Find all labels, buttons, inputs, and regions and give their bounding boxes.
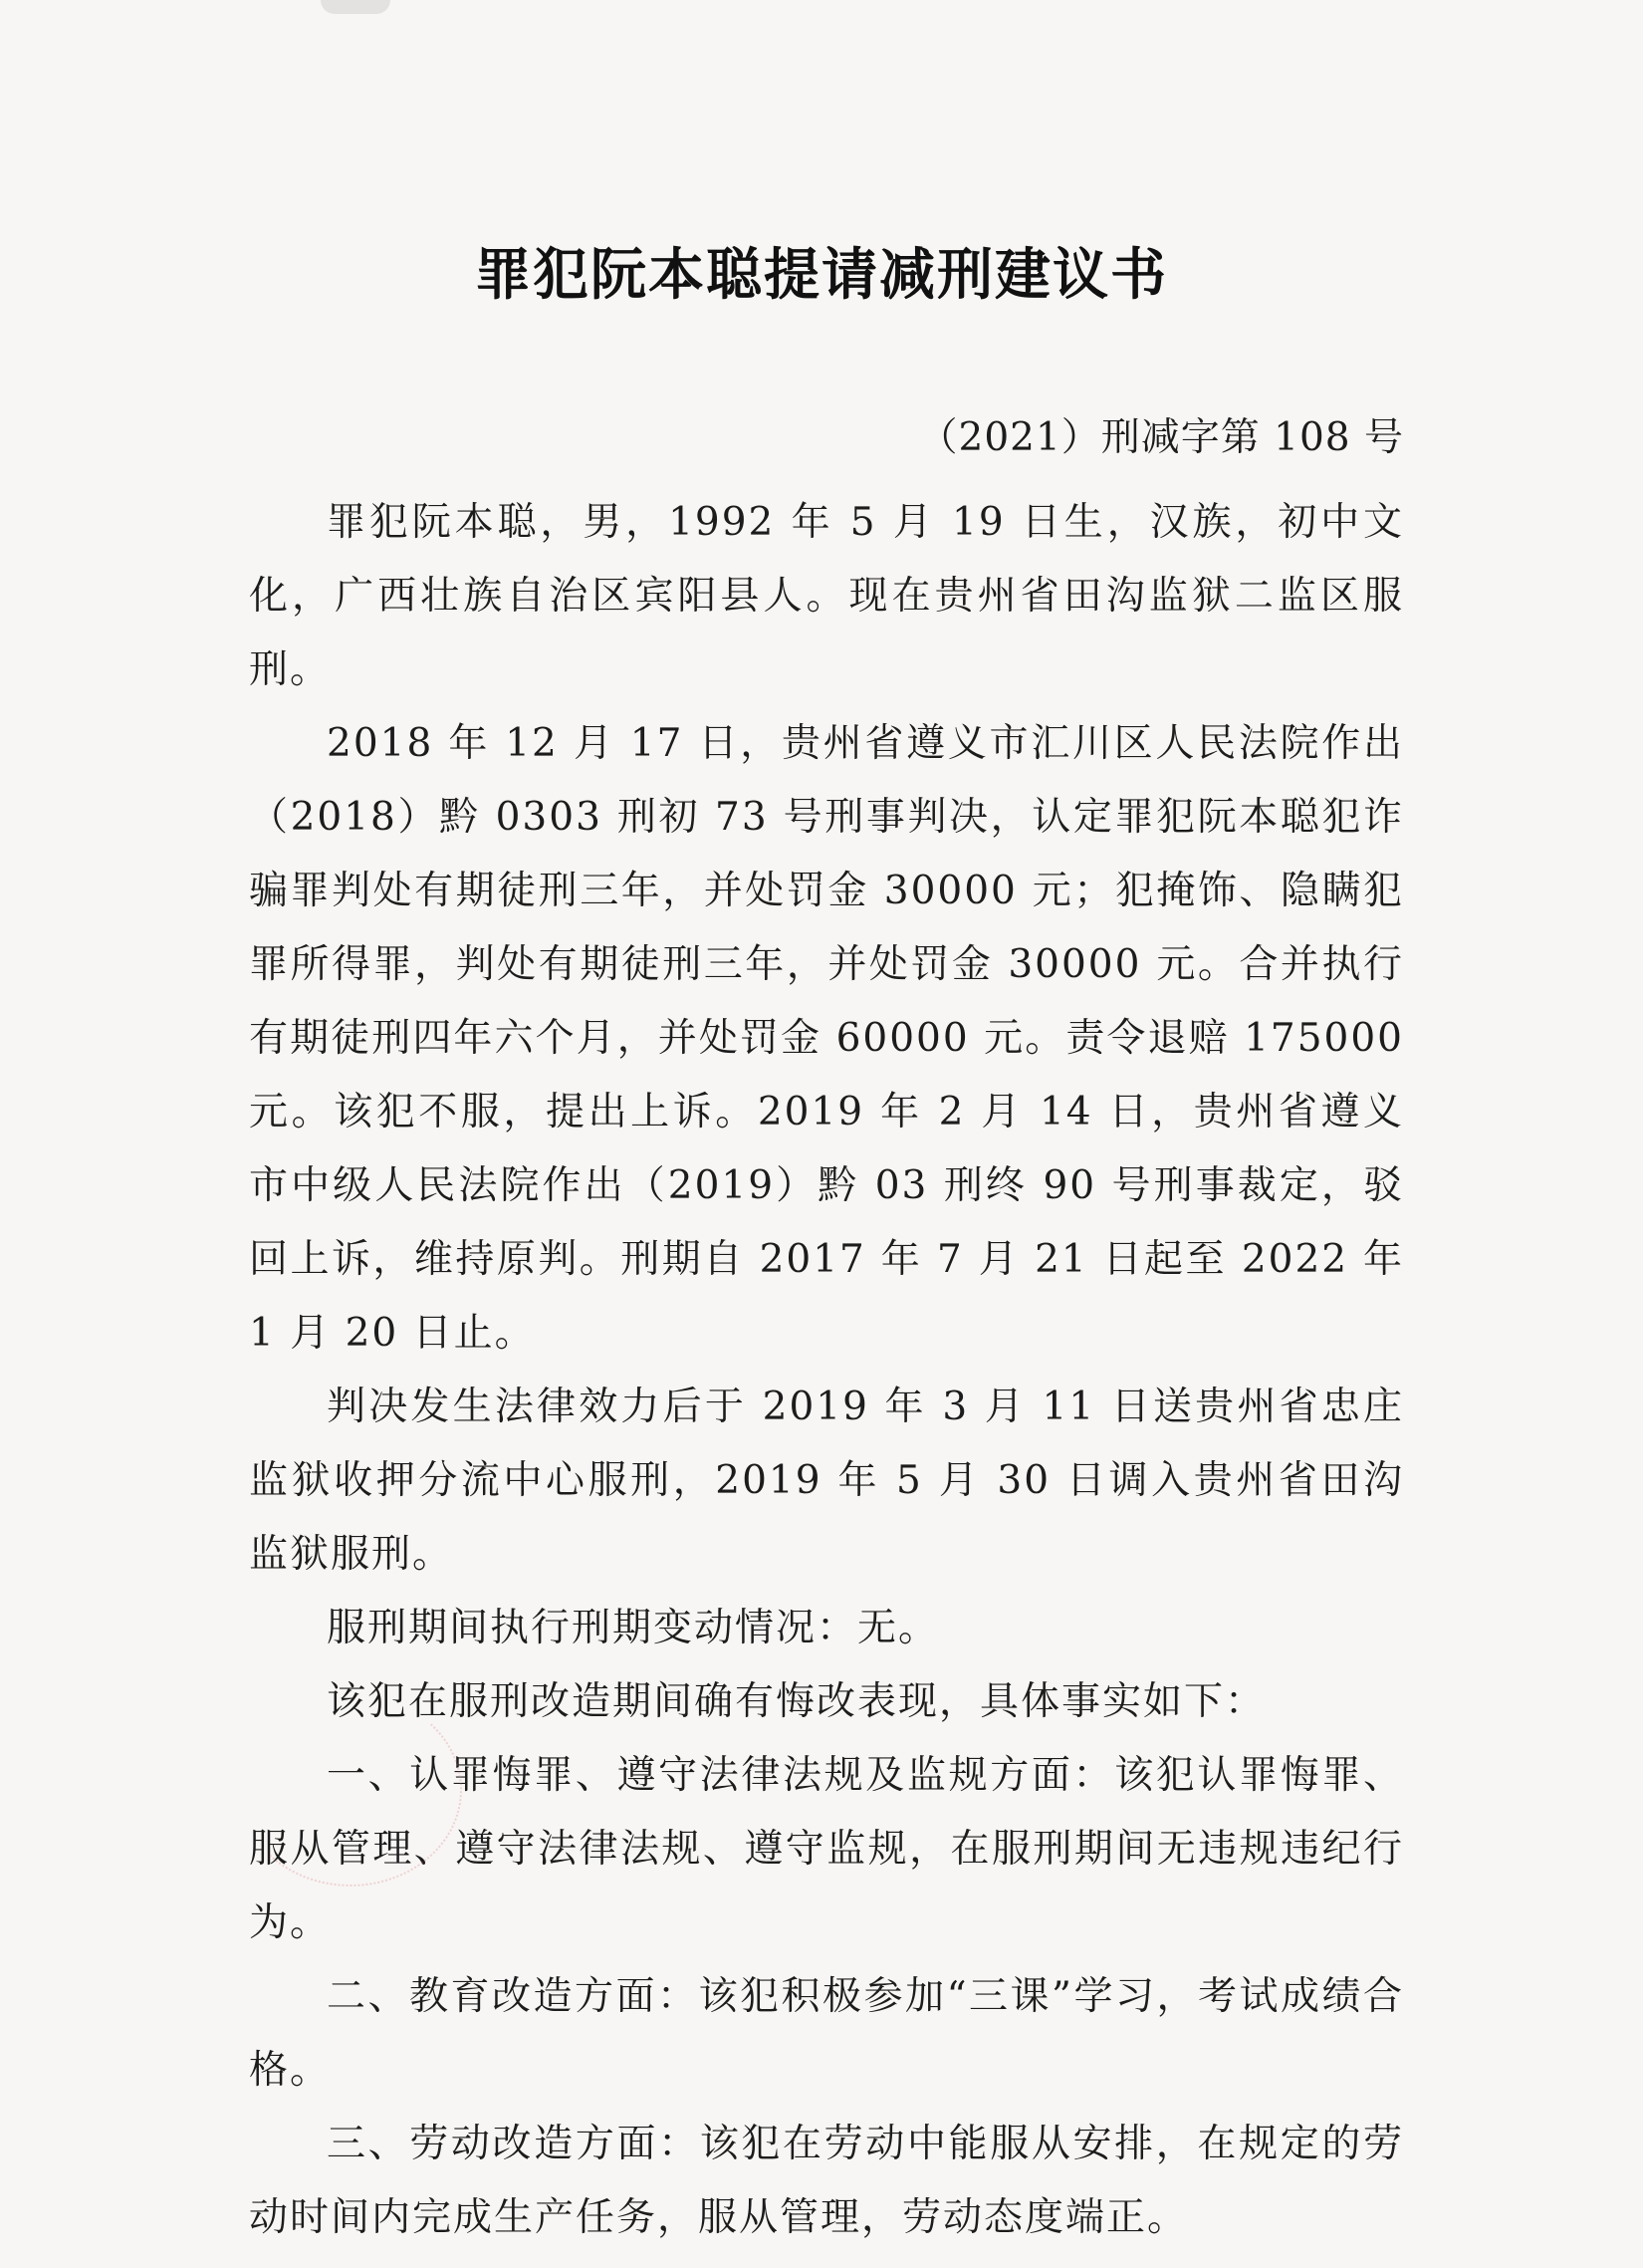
document-body [249, 486, 1404, 2255]
document-title: 罪犯阮本聪提请减刑建议书 [475, 243, 1168, 308]
paragraph-custody: 判决发生法律效力后于 2019 年 3 月 11 日送贵州省忠庄监狱收押分流中心服刑，2019 年 5 月 30 日调入贵州省田沟监狱服刑。 [249, 1385, 1404, 1577]
paragraph-point-one: 一、认罪悔罪、遵守法律法规及监规方面：该犯认罪悔罪、服从管理、遵守法律法规、遵守监规，在服刑期间无违规违纪行为。 [249, 1753, 1404, 1945]
scan-mark [321, 0, 390, 14]
paragraph-point-two: 二、教育改造方面：该犯积极参加“三课”学习，考试成绩合格。 [249, 1974, 1404, 2093]
paragraph-sentence-change: 服刑期间执行刑期变动情况：无。 [327, 1606, 940, 1650]
paragraph-judgment: 2018 年 12 月 17 日，贵州省遵义市汇川区人民法院作出（2018）黔 0303 刑初 73 号刑事判决，认定罪犯阮本聪犯诈骗罪判处有期徒刑三年，并处罚金 30000 元；犯掩饰、隐瞒犯罪所得罪，判处有期徒刑三年，并处罚金 30000 元。合并执行有期徒刑四年六个月，并处罚金 60000 元。责令退赔 175000 元。该犯不服，提出上诉。2019 年 2 月 14 日，贵州省遵义市中级人民法院作出（2019）黔 03 刑终 90 号刑事裁定，驳回上诉，维持原判。刑期自 2017 年 7 月 21 日起至 2022 年 1 月 20 日止。 [249, 721, 1404, 1356]
document-number: （2021）刑减字第 108 号 [918, 415, 1404, 460]
paragraph-facts-intro: 该犯在服刑改造期间确有悔改表现，具体事实如下： [327, 1679, 1267, 1724]
faint-seal-trace [239, 1693, 462, 1887]
paragraph-personal-info: 罪犯阮本聪，男，1992 年 5 月 19 日生，汉族，初中文化，广西壮族自治区宾阳县人。现在贵州省田沟监狱二监区服刑。 [249, 500, 1404, 692]
paragraph-point-three: 三、劳动改造方面：该犯在劳动中能服从安排，在规定的劳动时间内完成生产任务，服从管理，劳动态度端正。 [249, 2122, 1404, 2240]
